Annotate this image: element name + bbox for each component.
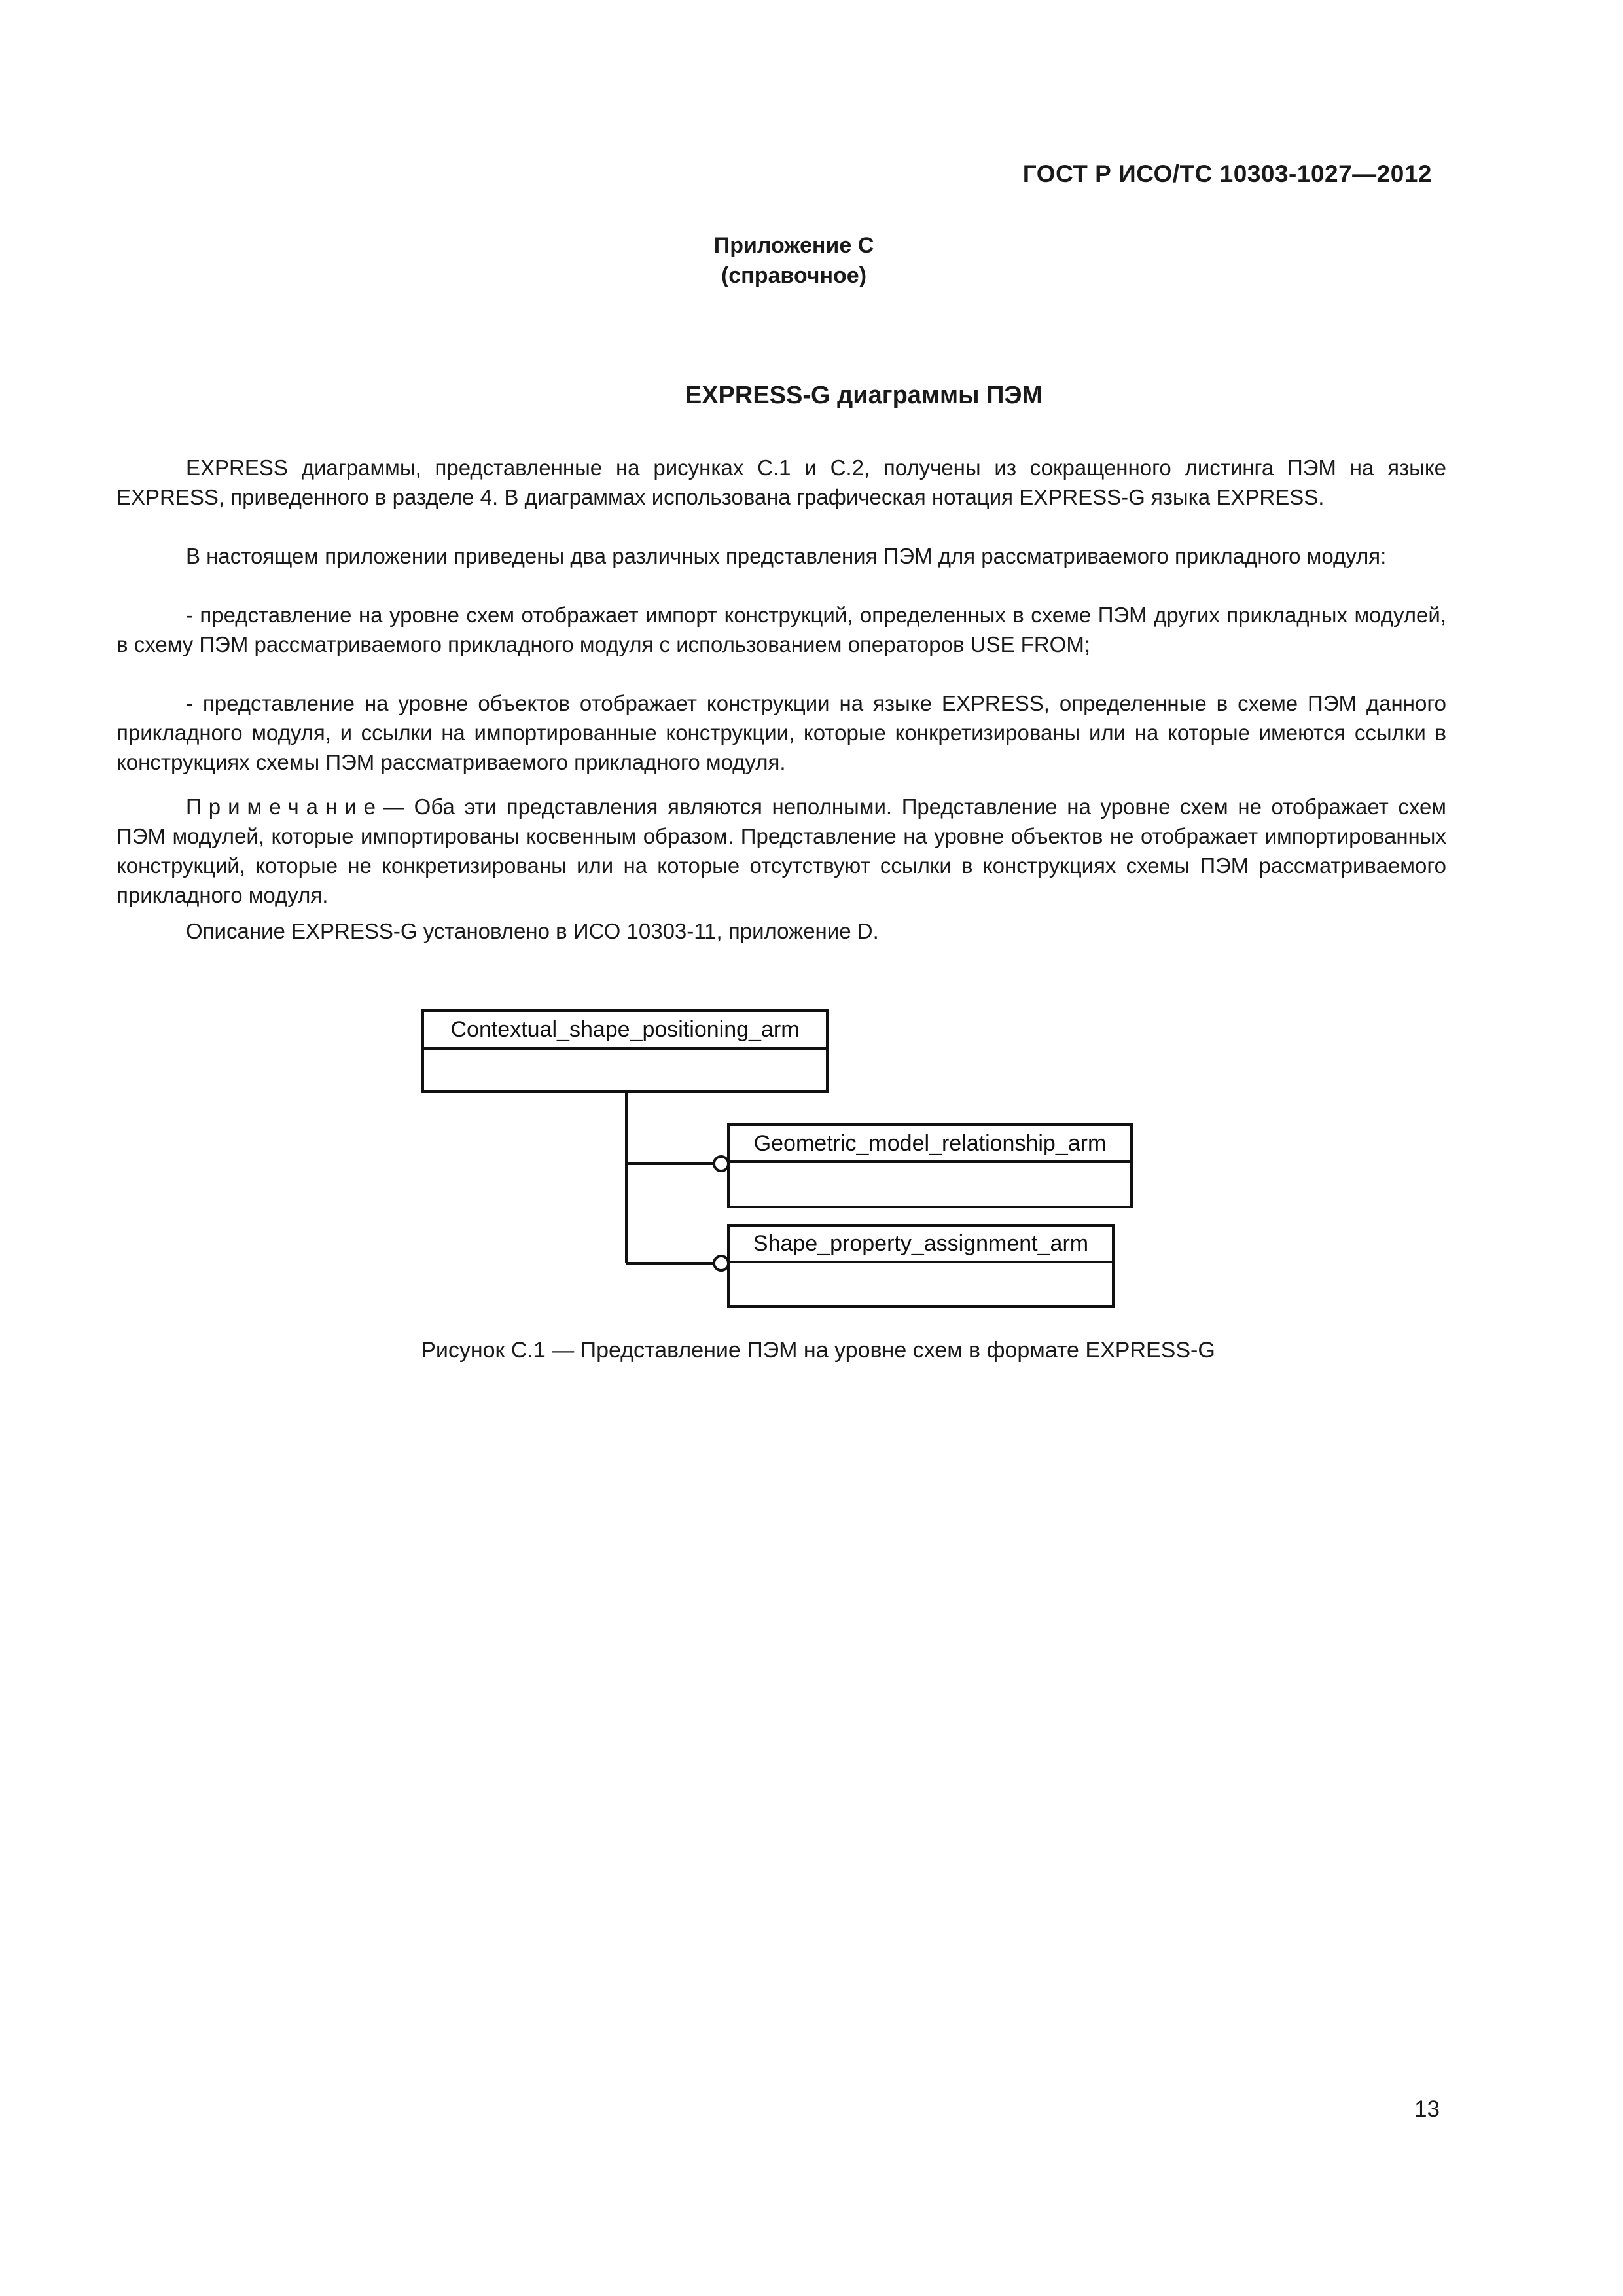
list-item-entity-level: - представление на уровне объектов отображает конструкции на языке EXPRESS, определенные в схеме ПЭМ данного прикладного модуля, и ссылки на импортированные конструкции, которые конкретизированы или на которые имеются ссылки в конструкциях схемы ПЭМ рассматриваемого прикладного модуля. — [116, 691, 1446, 774]
entity-box-contextual-shape-positioning[interactable] — [423, 1011, 827, 1092]
entity-box-geometric-model-relationship[interactable] — [728, 1124, 1132, 1207]
note-text: — Оба эти представления являются неполными. Представление на уровне схем не отображает схем ПЭМ модулей, которые импортированы косвенным образом. Представление на уровне объектов не отображает импортированных конструкций, которые не конкретизированы или на которые отсутствуют ссылки в конструкциях схемы ПЭМ рассматриваемого прикладного модуля. — [116, 795, 1446, 907]
paragraph-representations: В настоящем приложении приведены два различных представления ПЭМ для рассматриваемого прикладного модуля: — [186, 544, 1387, 568]
annex-status: (справочное) — [721, 263, 867, 288]
entity-box-label: Shape_property_assignment_arm — [753, 1231, 1089, 1256]
figure-caption: Рисунок С.1 — Представление ПЭМ на уровне схем в формате EXPRESS-G — [421, 1338, 1215, 1363]
entity-box-label: Geometric_model_relationship_arm — [753, 1131, 1107, 1156]
paragraph-intro: EXPRESS диаграммы, представленные на рисунках С.1 и С.2, получены из сокращенного листинга ПЭМ на языке EXPRESS, приведенного в разделе 4. В диаграммах использована графическая нотация EXPRESS-G языка EXPRESS. — [116, 456, 1446, 509]
relationship-circle-icon — [714, 1157, 728, 1171]
annex-title: Приложение С — [713, 233, 874, 258]
document-standard-id: ГОСТ Р ИСО/ТС 10303-1027—2012 — [1022, 160, 1432, 187]
entity-box-label: Contextual_shape_positioning_arm — [450, 1017, 800, 1042]
entity-box-shape-property-assignment[interactable] — [728, 1225, 1113, 1306]
page-number: 13 — [1414, 2096, 1440, 2122]
paragraph-reference: Описание EXPRESS-G установлено в ИСО 10303-11, приложение D. — [186, 919, 879, 943]
note-paragraph — [116, 792, 1446, 910]
list-item-schema-level: - представление на уровне схем отображает импорт конструкций, определенных в схеме ПЭМ других прикладных модулей, в схему ПЭМ рассматриваемого прикладного модуля с использованием операторов USE FROM; — [116, 603, 1446, 656]
relationship-circle-icon — [714, 1256, 728, 1270]
section-title: EXPRESS-G диаграммы ПЭМ — [685, 382, 1043, 409]
connector-lines — [626, 1092, 714, 1263]
note-label: Примечание — [186, 795, 383, 819]
